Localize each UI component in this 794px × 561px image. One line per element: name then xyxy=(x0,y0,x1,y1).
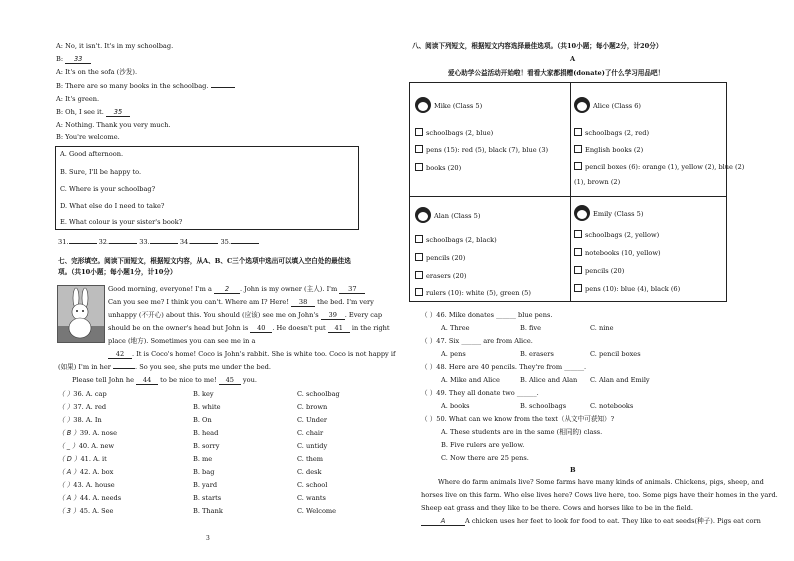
card-name: Alice (Class 6) xyxy=(593,102,641,110)
option-b[interactable]: B. sorry xyxy=(193,442,220,450)
answer-row: 31. 32. 33. 34. 35. xyxy=(58,238,259,246)
option-c[interactable]: C. Under xyxy=(297,416,328,424)
question-row[interactable]: （ 3 ）45. A. See xyxy=(58,507,114,515)
answer-blank[interactable]: 44 xyxy=(136,376,158,385)
card-item: books (20) xyxy=(415,163,461,172)
option-c[interactable]: C. Now there are 25 pens. xyxy=(441,454,529,462)
answer-blank[interactable]: 41 xyxy=(328,324,350,333)
option-b[interactable]: B. schoolbags xyxy=(520,402,567,410)
answer-blank[interactable]: A xyxy=(421,517,465,526)
option-c[interactable]: C. schoolbag xyxy=(297,390,340,398)
section-label-a: A xyxy=(570,55,576,63)
option-b[interactable]: B. key xyxy=(193,390,214,398)
dialogue-line: A: It's green. xyxy=(56,95,100,103)
option-a[interactable]: A. books xyxy=(441,402,470,410)
section-label-b: B xyxy=(570,466,576,474)
question-row[interactable]: （ A ）44. A. needs xyxy=(58,494,122,502)
option-c[interactable]: C. Alan and Emily xyxy=(590,376,650,384)
card-item: schoolbags (2, black) xyxy=(415,235,497,244)
question-row[interactable]: （ _ ）40. A. new xyxy=(58,442,115,450)
page-number: 3 xyxy=(206,535,210,542)
option-c[interactable]: C. notebooks xyxy=(590,402,634,410)
intro-text: 爱心助学公益活动开始啦！看看大家都捐赠(donate)了什么学习用品吧！ xyxy=(448,69,665,77)
question-row[interactable]: （ ）37. A. red xyxy=(58,403,107,411)
card-name: Mike (Class 5) xyxy=(434,102,483,110)
answer-blank[interactable] xyxy=(231,243,259,244)
option-a[interactable]: A. Mike and Alice xyxy=(441,376,500,384)
dialogue-line: B: 33 xyxy=(56,55,91,64)
answer-blank[interactable]: 38 xyxy=(291,298,315,307)
dialogue-line: B: Oh, I see it. 35 xyxy=(56,108,130,117)
card-item: notebooks (10, yellow) xyxy=(574,248,661,257)
avatar-icon xyxy=(574,205,590,221)
dialogue-line: A: It's on the sofa (沙发). xyxy=(56,68,138,76)
question-stem[interactable]: （ ）48. Here are 40 pencils. They're from ______. xyxy=(421,363,587,371)
answer-blank[interactable] xyxy=(150,243,178,244)
answer-blank[interactable] xyxy=(190,243,218,244)
card-item: pens (10): blue (4), black (6) xyxy=(574,284,680,293)
question-row[interactable]: （ ）43. A. house xyxy=(58,481,115,489)
option-c[interactable]: C. brown xyxy=(297,403,328,411)
section8-title: 八、阅读下列短文，根据短文内容选择最佳选项。（共10小题；每小题2分，计20分） xyxy=(412,42,663,50)
donation-table xyxy=(409,82,745,302)
question-stem[interactable]: （ ）47. Six ______ are from Alice. xyxy=(421,337,533,345)
checkbox-icon xyxy=(415,253,423,261)
avatar-icon xyxy=(415,207,431,223)
dialogue-line: B: There are so many books in the schoolbag. xyxy=(56,82,235,90)
option-c[interactable]: C. pencil boxes xyxy=(590,350,641,358)
option-c[interactable]: C. desk xyxy=(297,468,322,476)
checkbox-icon xyxy=(415,128,423,136)
answer-blank[interactable]: 42 xyxy=(108,350,132,359)
answer-blank[interactable] xyxy=(113,368,135,369)
card-item: erasers (20) xyxy=(415,271,466,280)
option-b[interactable]: B. Five rulers are yellow. xyxy=(441,441,525,449)
option-a[interactable]: A. Three xyxy=(441,324,470,332)
option-a[interactable]: A. These students are in the same (相同的) class. xyxy=(441,428,603,436)
option-c[interactable]: C. nine xyxy=(590,324,614,332)
option-c[interactable]: C. Welcome xyxy=(297,507,337,515)
question-row[interactable]: （ ）38. A. In xyxy=(58,416,102,424)
answer-blank[interactable]: 33 xyxy=(65,55,91,64)
section7-title: 七、完形填空。阅读下面短文，根据短文内容，从A、B、C三个选项中选出可以填入空白处的最佳选项。（共10小题；每小题1分，计10分） xyxy=(58,257,351,276)
checkbox-icon xyxy=(574,128,582,136)
rabbit-picture xyxy=(57,285,105,343)
answer-blank[interactable] xyxy=(69,243,97,244)
option-c[interactable]: C. school xyxy=(297,481,328,489)
answer-blank[interactable]: 39 xyxy=(321,311,345,320)
answer-blank[interactable]: 2 xyxy=(214,285,240,294)
avatar-icon xyxy=(415,97,431,113)
card-name: Alan (Class 5) xyxy=(434,212,481,220)
option-c[interactable]: C. chair xyxy=(297,429,324,437)
option-b[interactable]: B. head xyxy=(193,429,219,437)
card-item: pencil boxes (6): orange (1), yellow (2), blue (2) xyxy=(574,162,744,171)
avatar-icon xyxy=(574,97,590,113)
card-item: pencils (20) xyxy=(415,253,465,262)
option-a[interactable]: A. pens xyxy=(441,350,466,358)
dialogue-line: B: You're welcome. xyxy=(56,133,120,141)
option-item: D. What else do I need to take? xyxy=(60,202,165,210)
card-item: schoolbags (2, yellow) xyxy=(574,230,659,239)
option-b[interactable]: B. five xyxy=(520,324,542,332)
checkbox-icon xyxy=(574,284,582,292)
checkbox-icon xyxy=(415,163,423,171)
answer-blank[interactable]: 37 xyxy=(339,285,365,294)
card-item: pens (15): red (5), black (7), blue (3) xyxy=(415,145,548,154)
option-b[interactable]: B. Thank xyxy=(193,507,223,515)
option-b[interactable]: B. yard xyxy=(193,481,218,489)
answer-blank[interactable] xyxy=(211,87,235,88)
answer-blank[interactable]: 45 xyxy=(219,376,241,385)
option-item: C. Where is your schoolbag? xyxy=(60,185,156,193)
option-b[interactable]: B. Alice and Alan xyxy=(520,376,578,384)
checkbox-icon xyxy=(415,271,423,279)
checkbox-icon xyxy=(415,288,423,296)
card-item: schoolbags (2, blue) xyxy=(415,128,493,137)
card-item: English books (2) xyxy=(574,145,643,154)
option-item: E. What colour is your sister's book? xyxy=(60,218,183,226)
option-b[interactable]: B. starts xyxy=(193,494,222,502)
answer-blank[interactable]: 40 xyxy=(250,324,272,333)
card-item: pencils (20) xyxy=(574,266,624,275)
option-c[interactable]: C. them xyxy=(297,455,324,463)
checkbox-icon xyxy=(574,230,582,238)
card-name: Emily (Class 5) xyxy=(593,210,644,218)
checkbox-icon xyxy=(415,145,423,153)
answer-blank[interactable] xyxy=(109,243,137,244)
option-c[interactable]: C. wants xyxy=(297,494,326,502)
answer-blank[interactable]: 35 xyxy=(106,108,130,117)
card-item: schoolbags (2, red) xyxy=(574,128,649,137)
options-box xyxy=(55,146,359,230)
checkbox-icon xyxy=(574,145,582,153)
option-c[interactable]: C. untidy xyxy=(297,442,328,450)
option-item: B. Sure, I'll be happy to. xyxy=(60,168,142,176)
option-b[interactable]: B. me xyxy=(193,455,213,463)
option-item: A. Good afternoon. xyxy=(60,150,124,158)
option-b[interactable]: B. erasers xyxy=(520,350,554,358)
checkbox-icon xyxy=(574,248,582,256)
question-row[interactable]: （ ）36. A. cap xyxy=(58,390,107,398)
card-item: rulers (10): white (5), green (5) xyxy=(415,288,531,297)
option-b[interactable]: B. On xyxy=(193,416,212,424)
checkbox-icon xyxy=(415,235,423,243)
checkbox-icon xyxy=(574,162,582,170)
question-row[interactable]: （ A ）42. A. box xyxy=(58,468,114,476)
card-item: (1), brown (2) xyxy=(574,178,621,186)
question-row[interactable]: （ B ）39. A. nose xyxy=(58,429,117,437)
rabbit-icon xyxy=(58,286,104,342)
dialogue-line: A: Nothing. Thank you very much. xyxy=(56,121,171,129)
option-b[interactable]: B. bag xyxy=(193,468,215,476)
question-stem[interactable]: （ ）50. What can we know from the text（从文中可获知）? xyxy=(421,415,615,423)
question-stem[interactable]: （ ）49. They all donate two ______. xyxy=(421,389,539,397)
dialogue-line: A: No, it isn't. It's in my schoolbag. xyxy=(56,42,174,50)
question-row[interactable]: （ D ）41. A. it xyxy=(58,455,107,463)
question-stem[interactable]: （ ）46. Mike donates ______ blue pens. xyxy=(421,311,553,319)
option-b[interactable]: B. white xyxy=(193,403,221,411)
checkbox-icon xyxy=(574,266,582,274)
